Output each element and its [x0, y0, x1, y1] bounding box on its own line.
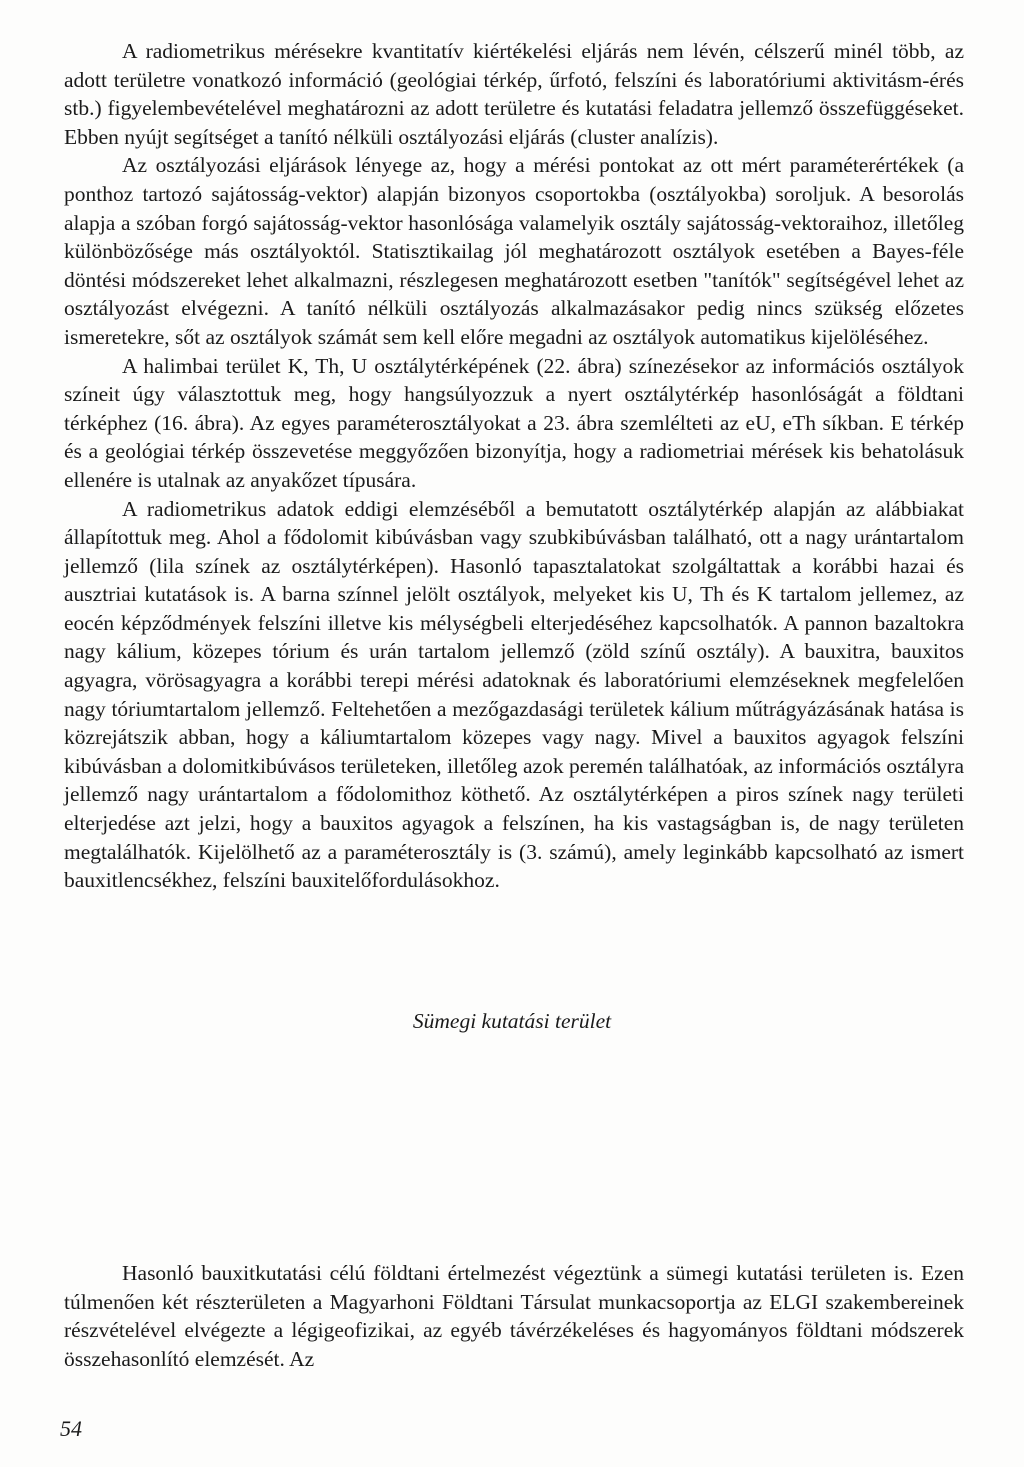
- paragraph-cluster-analysis: A radiometrikus mérésekre kvantitatív kiértékelési eljárás nem lévén, célszerű minél több, az adott területre vonatkozó információ (geológiai térkép, űrfotó, felszíni és laboratóriumi aktivitásm-érés stb.) figyelembevételével meghatározni az adott területre és kutatási feladatra jellemző összefüggéseket. Ebben nyújt segítséget a tanító nélküli osztályozási eljárás (cluster analízis).: [64, 39, 964, 149]
- paragraph-radiometric-findings: A radiometrikus adatok eddigi elemzéséből a bemutatott osztálytérkép alapján az alábbiakat állapítottuk meg. Ahol a fődolomit kibúvásban vagy szubkibúvásban található, ott a nagy urántartalom jellemző (lila színek az osztálytérképen). Hasonló tapasztalatokat szolgáltattak a korábbi hazai és ausztriai kutatások is. A barna színnel jelölt osztályok, melyeket kis U, Th és K tartalom jellemez, az eocén képződmények felszíni illetve kis mélységbeli elterjedéséhez kapcsolhatók. A pannon bazaltokra nagy kálium, közepes tórium és urán tartalom jellemző (zöld színű osztály). A bauxitra, bauxitos agyagra, vörösagyagra a korábbi terepi mérési adatoknak és laboratóriumi elemzéseknek megfelelően nagy tóriumtartalom jellemző. Feltehetően a mezőgazdasági területek kálium műtrágyázásának hatása is közrejátszik abban, hogy a káliumtartalom közepes vagy nagy. Mivel a bauxitos agyagok felszíni kibúvásban a dolomitkibúvásos területeken, illetőleg azok peremén találhatóak, az információs osztályra jellemző nagy urántartalom a fődolomithoz köthető. Az osztálytérképen a piros színek nagy területi elterjedése azt jelzi, hogy a bauxitos agyagok a felszínen, ha kis vastagságban is, de nagy területen megtalálhatók. Kijelölhető az a paraméterosztály is (3. számú), amely leginkább kapcsolható az ismert bauxitlencsékhez, felszíni bauxitelőfordulásokhoz.: [64, 496, 964, 893]
- paragraph-classification-methods: Az osztályozási eljárások lényege az, hogy a mérési pontokat az ott mért paraméterértékek (a ponthoz tartozó sajátosság-vektor) alapján bizonyos csoportokba (osztályokba) soroljuk. A besorolás alapja a szóban forgó sajátosság-vektor hasonlósága valamelyik osztály sajátosság-vektoraihoz, illetőleg különbözősége más osztályoktól. Statisztikailag jól meghatározott osztályok esetében a Bayes-féle döntési módszereket lehet alkalmazni, részlegesen meghatározott esetben "tanítók" segítségével lehet az osztályozást elvégezni. A tanító nélküli osztályozás alkalmazásakor pedig nincs szükség előzetes ismeretekre, sőt az osztályok számát sem kell előre megadni az osztályok automatikus kijelöléséhez.: [64, 153, 964, 349]
- paragraph-halimba-class-map: A halimbai terület K, Th, U osztálytérképének (22. ábra) színezésekor az információs osztályok színeit úgy választottuk meg, hogy hangsúlyozzuk a nyert osztálytérkép hasonlóságát a földtani térképhez (16. ábra). Az egyes paraméterosztályokat a 23. ábra szemlélteti az eU, eTh síkban. E térkép és a geológiai térkép összevetése meggyőzően bizonyítja, hogy a radiometriai mérések kis behatolásuk ellenére is utalnak az anyakőzet típusára.: [64, 353, 964, 492]
- paragraph-sumeg-area: Hasonló bauxitkutatási célú földtani értelmezést végeztünk a sümegi kutatási területen is. Ezen túlmenően két részterületen a Magyarhoni Földtani Társulat munkacsoportja az ELGI szakembereinek részvételével elvégezte a légigeofizikai, az egyéb távérzékeléses és hagyományos földtani módszerek összehasonlító elemzését. Az: [64, 1261, 964, 1371]
- section-text: [64, 1259, 964, 1373]
- section-heading: Sümegi kutatási terület: [412, 1009, 612, 1033]
- page-number: 54: [60, 1416, 82, 1441]
- body-text: [64, 37, 964, 895]
